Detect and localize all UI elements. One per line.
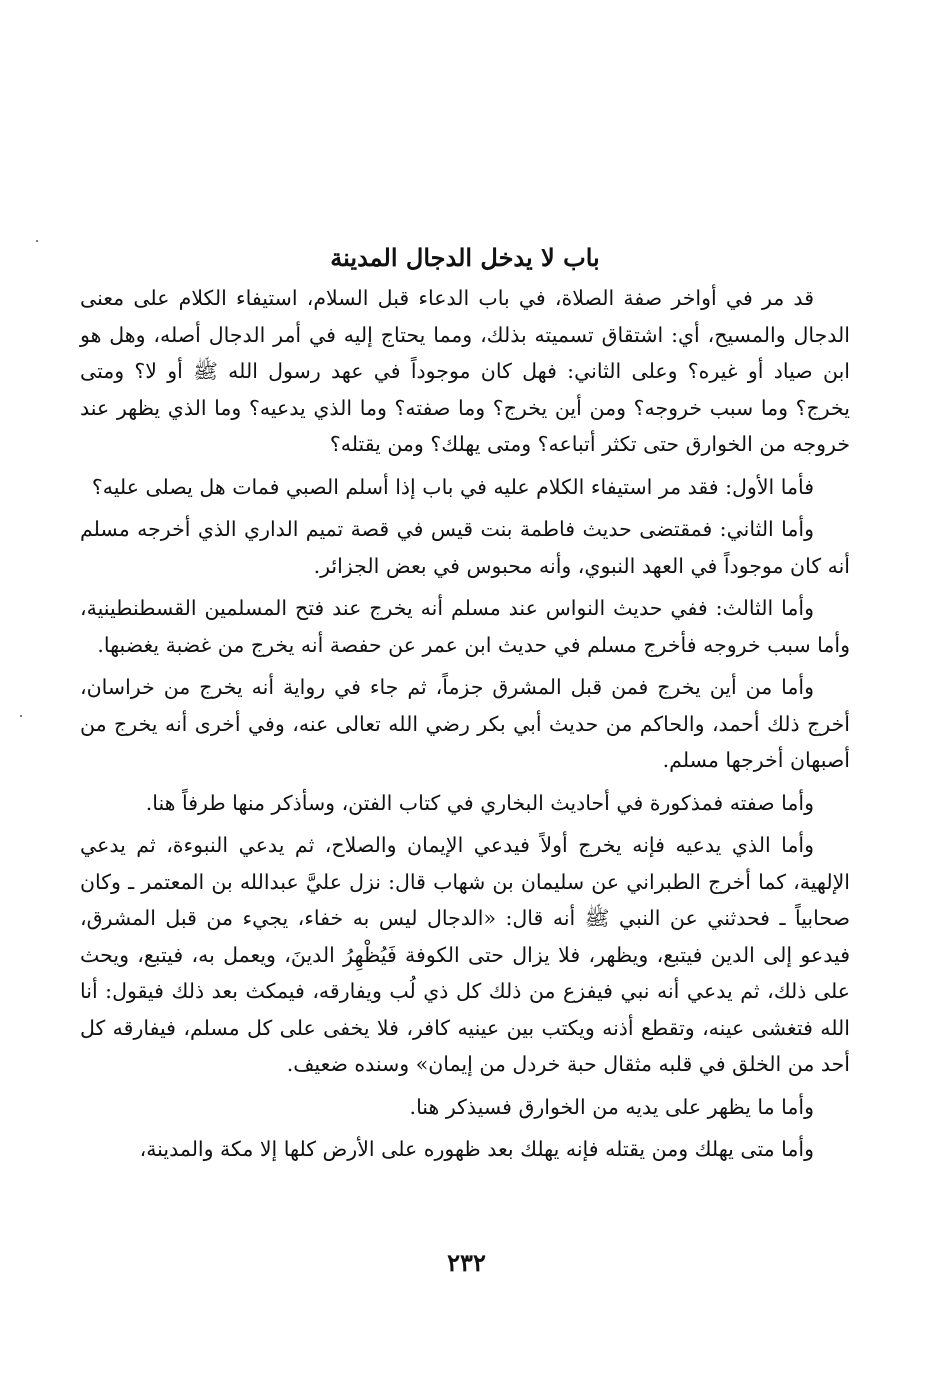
- paragraph: قد مر في أواخر صفة الصلاة، في باب الدعاء قبل السلام، استيفاء الكلام على معنى الدجال والمسيح، أي: اشتقاق تسميته بذلك، ومما يحتاج إليه في أمر الدجال أصله، وهل هو ابن صياد أو غيره؟ وعلى الثاني: فهل كان موجوداً في عهد رسول الله ﷺ أو لا؟ ومتى يخرج؟ وما سبب خروجه؟ ومن أين يخرج؟ وما صفته؟ وما الذي يدعيه؟ وما الذي يظهر عند خروجه من الخوارق حتى تكثر أتباعه؟ ومتى يهلك؟ ومن يقتله؟: [80, 286, 850, 456]
- paragraph: وأما الثاني: فمقتضى حديث فاطمة بنت قيس في قصة تميم الداري الذي أخرجه مسلم أنه كان موجوداً في العهد النبوي، وأنه محبوس في بعض الجزائر.: [80, 517, 850, 578]
- paragraph: فأما الأول: فقد مر استيفاء الكلام عليه في باب إذا أسلم الصبي فمات هل يصلى عليه؟: [91, 474, 814, 499]
- paragraph: وأما الذي يدعيه فإنه يخرج أولاً فيدعي الإيمان والصلاح، ثم يدعي النبوءة، ثم يدعي الإلهية، كما أخرج الطبراني عن سليمان بن شهاب قال: نزل عليَّ عبدالله بن المعتمر ـ وكان صحابياً ـ فحدثني عن النبي ﷺ أنه قال: «الدجال ليس به خفاء، يجيء من قبل المشرق، فيدعو إلى الدين فيتبع، ويظهر، فلا يزال حتى الكوفة فَيُظْهِرُ الدينَ، ويعمل به، فيتبع، ويحث على ذلك، ثم يدعي أنه نبي فيفزع من ذلك كل ذي لُب ويفارقه، فيمكث بعد ذلك فيقول: أنا الله فتغشى عينه، وتقطع أذنه ويكتب بين عينيه كافر، فلا يخفى على كل مسلم، فيفارقه كل أحد من الخلق في قلبه مثقال حبة خردل من إيمان» وسنده ضعيف.: [80, 833, 850, 1076]
- paragraph: وأما متى يهلك ومن يقتله فإنه يهلك بعد ظهوره على الأرض كلها إلا مكة والمدينة،: [139, 1137, 814, 1161]
- chapter-title: باب لا يدخل الدجال المدينة: [330, 243, 600, 272]
- scan-speck: [20, 715, 22, 717]
- page-number: ٢٣٢: [447, 1248, 486, 1277]
- paragraph: وأما ما يظهر على يديه من الخوارق فسيذكر هنا.: [409, 1094, 814, 1119]
- paragraph: وأما صفته فمذكورة في أحاديث البخاري في كتاب الفتن، وسأذكر منها طرفاً هنا.: [145, 790, 814, 815]
- paragraph: وأما من أين يخرج فمن قبل المشرق جزماً، ثم جاء في رواية أنه يخرج من خراسان، أخرج ذلك أحمد، والحاكم من حديث أبي بكر رضي الله تعالى عنه، وفي أخرى أنه يخرج من أصبهان أخرجها مسلم.: [80, 675, 850, 772]
- scan-speck: [36, 240, 38, 242]
- page-body: [80, 238, 850, 1174]
- paragraph: وأما الثالث: ففي حديث النواس عند مسلم أنه يخرج عند فتح المسلمين القسطنطينية، وأما سبب خروجه فأخرج مسلم في حديث ابن عمر عن حفصة أنه يخرج من غضبة يغضبها.: [80, 596, 850, 657]
